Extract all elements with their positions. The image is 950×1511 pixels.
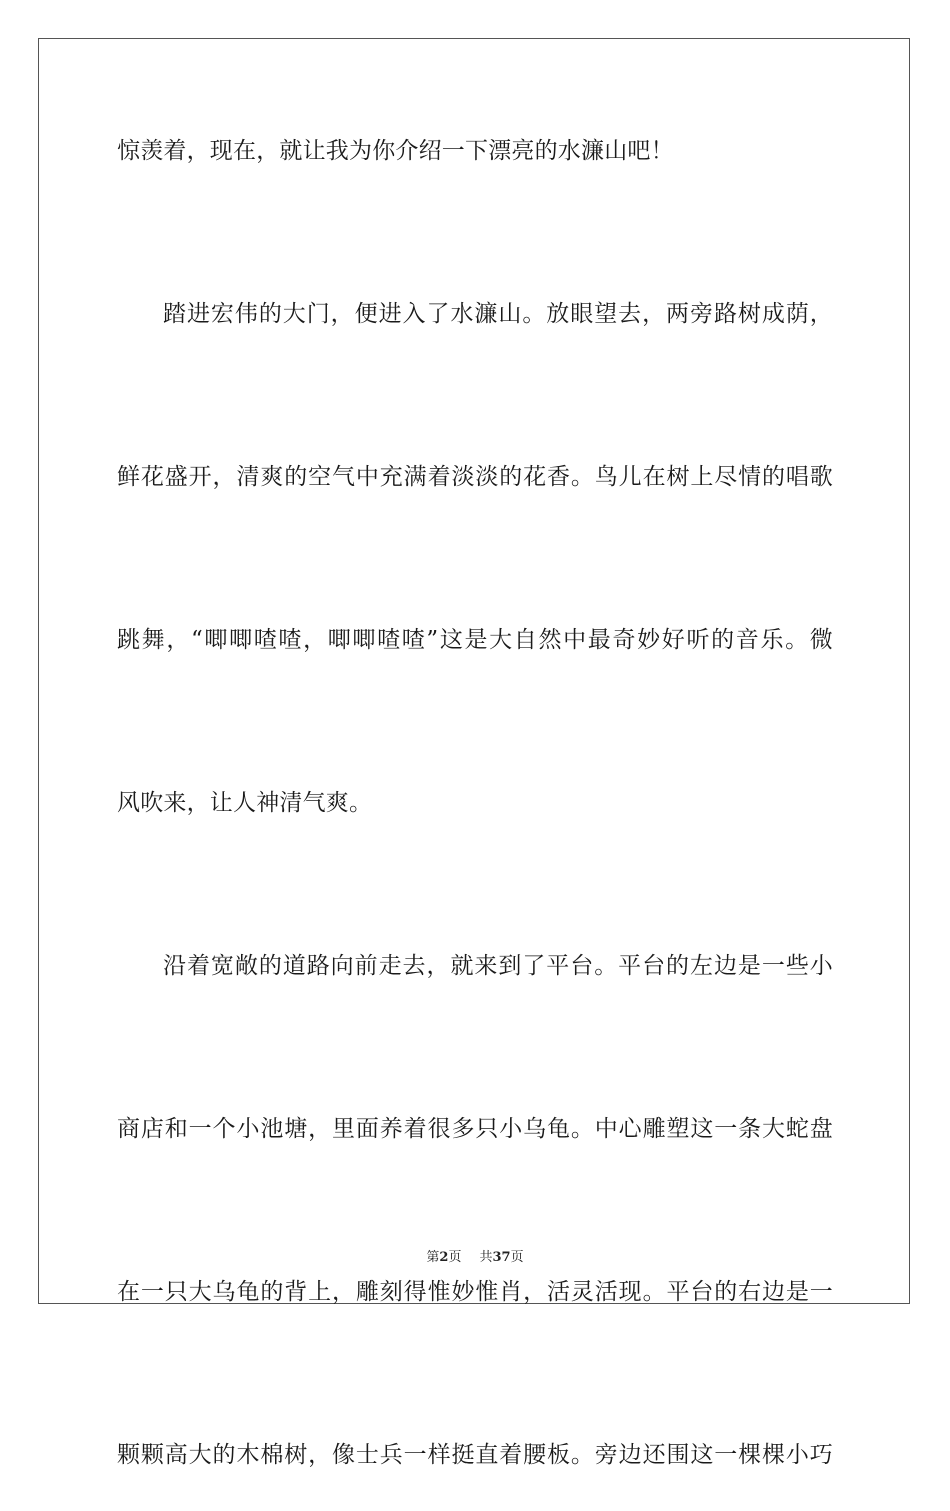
blank-line: [117, 1022, 833, 1104]
total-prefix: 共: [479, 1250, 493, 1265]
page-number: 2: [439, 1250, 449, 1265]
document-body: [117, 125, 833, 1511]
text-line: 风吹来，让人神清气爽。: [117, 790, 373, 816]
page-prefix: 第: [426, 1250, 440, 1265]
text-line: 跳舞，“唧唧喳喳，唧唧喳喳”这是大自然中最奇妙好听的音乐。微: [117, 627, 833, 653]
text-line: 商店和一个小池塘，里面养着很多只小乌龟。中心雕塑这一条大蛇盘: [117, 1116, 833, 1142]
blank-line: [117, 859, 833, 941]
page-suffix: 页: [448, 1250, 462, 1265]
page-footer: [0, 1246, 950, 1265]
text-line: 鲜花盛开，清爽的空气中充满着淡淡的花香。鸟儿在树上尽情的唱歌: [117, 464, 833, 490]
blank-line: [117, 370, 833, 452]
total-pages: 37: [492, 1250, 511, 1265]
text-line: 沿着宽敞的道路向前走去，就来到了平台。平台的左边是一些小: [163, 953, 833, 979]
text-line: 颗颗高大的木棉树，像士兵一样挺直着腰板。旁边还围这一棵棵小巧: [117, 1442, 833, 1468]
text-line: 在一只大乌龟的背上，雕刻得惟妙惟肖，活灵活现。平台的右边是一: [117, 1279, 833, 1305]
total-suffix: 页: [510, 1250, 524, 1265]
text-line: 惊羡着，现在，就让我为你介绍一下漂亮的水濂山吧！: [117, 138, 674, 164]
blank-line: [117, 533, 833, 615]
blank-line: [117, 207, 833, 289]
text-line: 踏进宏伟的大门，便进入了水濂山。放眼望去，两旁路树成荫，: [163, 301, 833, 327]
blank-line: [117, 1348, 833, 1430]
blank-line: [117, 696, 833, 778]
